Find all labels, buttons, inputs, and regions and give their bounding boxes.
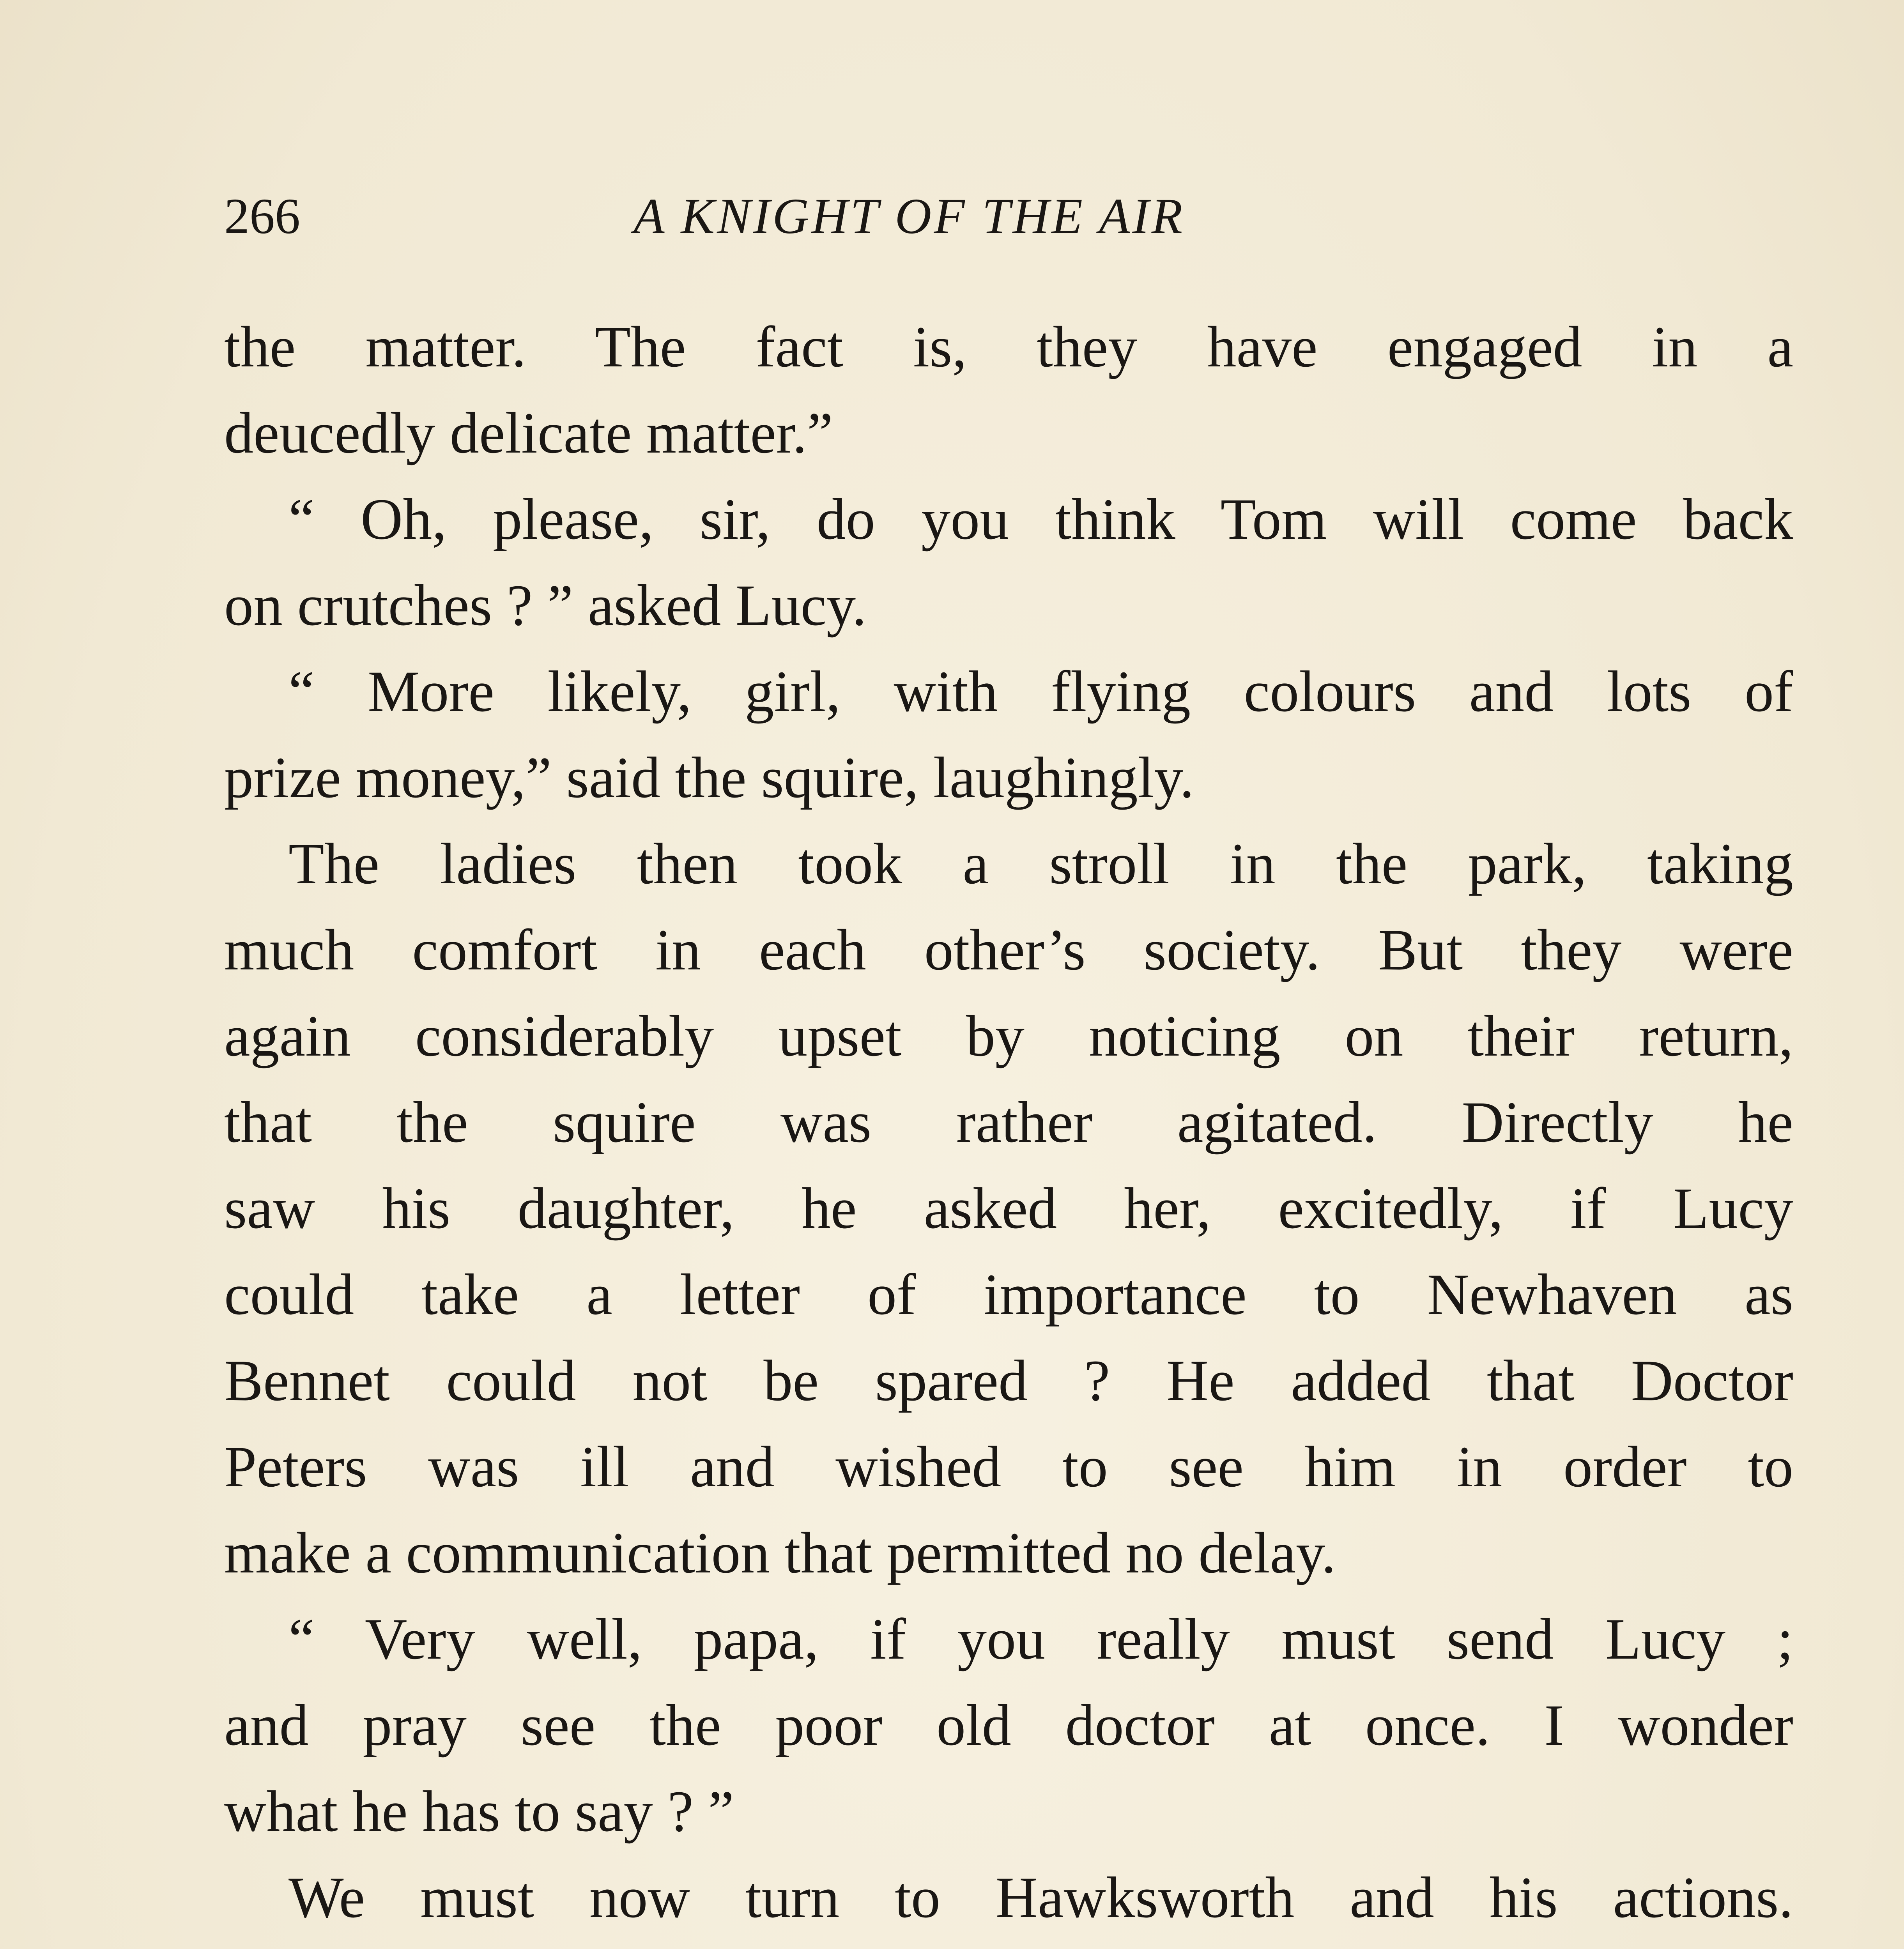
text-line: “ Oh, please, sir, do you think Tom will come back [288, 487, 1793, 552]
text-line: “ Very well, papa, if you really must send Lucy ; [288, 1607, 1793, 1671]
page-number: 266 [224, 188, 300, 244]
text-line: The ladies then took a stroll in the park, taking [288, 831, 1793, 896]
text-line: again considerably upset by noticing on their return, [224, 1004, 1793, 1068]
text-line: that the squire was rather agitated. Directly he [224, 1090, 1793, 1155]
text-line: We must now turn to Hawksworth and his actions. [288, 1865, 1793, 1930]
text-line: Bennet could not be spared ? He added that Doctor [224, 1348, 1793, 1413]
text-line: much comfort in each other’s society. But they were [224, 918, 1793, 982]
text-line: what he has to say ? ” [224, 1779, 734, 1844]
text-line: deucedly delicate matter.” [224, 401, 833, 465]
text-line: could take a letter of importance to Newhaven as [224, 1262, 1793, 1327]
text-line: “ More likely, girl, with flying colours and lots of [288, 659, 1793, 724]
text-line: Peters was ill and wished to see him in order to [224, 1434, 1793, 1499]
page-header [224, 183, 1793, 249]
text-line: on crutches ? ” asked Lucy. [224, 573, 867, 638]
running-title: A KNIGHT OF THE AIR [633, 188, 1185, 244]
body-text [224, 304, 1793, 1949]
text-line: and pray see the poor old doctor at once. I wonder [224, 1693, 1793, 1758]
text-line: prize money,” said the squire, laughingly. [224, 745, 1194, 810]
text-line: make a communication that permitted no delay. [224, 1521, 1336, 1585]
text-line: the matter. The fact is, they have engaged in a [224, 315, 1793, 379]
text-line [224, 1941, 1793, 1949]
text-line: saw his daughter, he asked her, excitedly, if Lucy [224, 1176, 1793, 1241]
